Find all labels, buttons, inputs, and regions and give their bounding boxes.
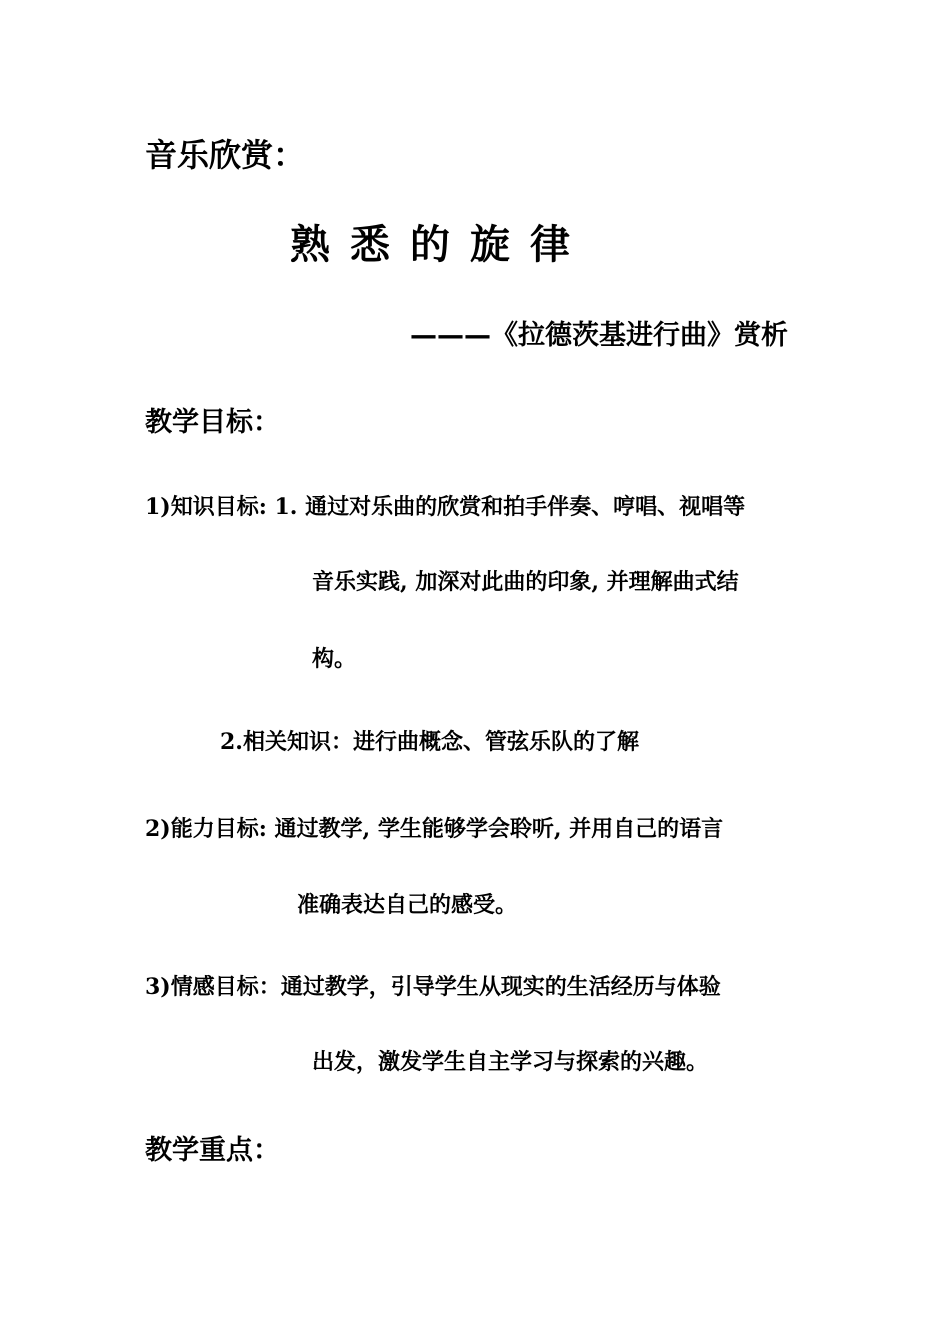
document-subtitle: ———《拉德茨基进行曲》赏析 — [410, 320, 788, 351]
teaching-focus-heading: 教学重点： — [145, 1135, 280, 1166]
knowledge-goal-line-1: 1)知识目标: 1. 通过对乐曲的欣赏和拍手伴奏、哼唱、视唱等 — [145, 494, 746, 520]
teaching-goals-heading: 教学目标： — [145, 407, 280, 438]
ability-goal-line-2: 准确表达自己的感受。 — [297, 892, 518, 918]
knowledge-goal-line-4: 2.相关知识：进行曲概念、管弦乐队的了解 — [220, 729, 639, 755]
knowledge-goal-line-3: 构。 — [312, 646, 357, 672]
emotion-goal-line-1: 3)情感目标：通过教学，引导学生从现实的生活经历与体验 — [145, 974, 721, 1000]
emotion-goal-line-2: 出发，激发学生自主学习与探索的兴趣。 — [312, 1049, 709, 1075]
document-title: 熟悉的旋律 — [290, 222, 590, 268]
section-label: 音乐欣赏： — [145, 136, 306, 174]
knowledge-goal-line-2: 音乐实践, 加深对此曲的印象, 并理解曲式结 — [312, 569, 739, 595]
ability-goal-line-1: 2)能力目标: 通过教学, 学生能够学会聆听, 并用自己的语言 — [145, 816, 724, 842]
